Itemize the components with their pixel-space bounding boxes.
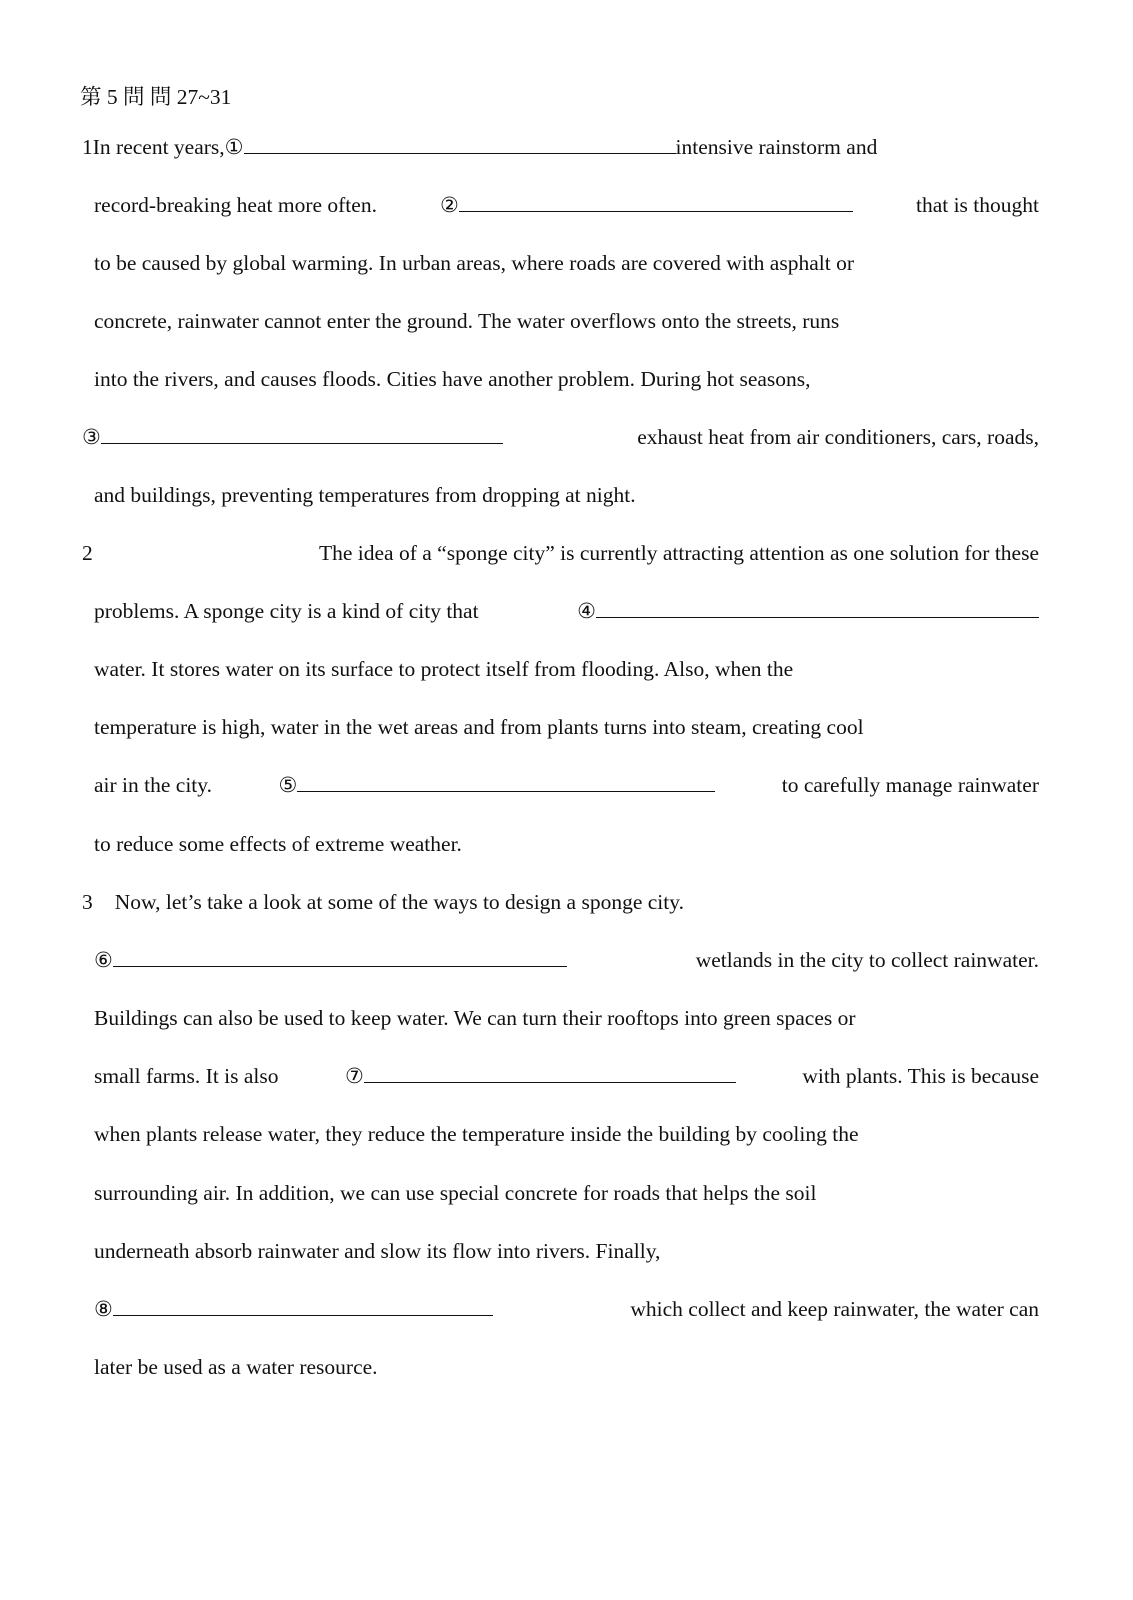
- blank-7[interactable]: [345, 1061, 736, 1091]
- text-segment: water. It stores water on its surface to protect itself from flooding. Also, when the: [94, 657, 794, 681]
- text-segment: concrete, rainwater cannot enter the ground. The water overflows onto the streets, runs: [94, 309, 840, 333]
- paragraph-1-line-7: [94, 480, 1039, 510]
- paragraph-3-line-8: [94, 1294, 1039, 1324]
- text-segment: intensive rainstorm and: [675, 135, 878, 159]
- paragraph-1-line-2: [94, 190, 1039, 220]
- text-segment: exhaust heat from air conditioners, cars, roads,: [637, 425, 1039, 449]
- paragraph-1-number: 1: [82, 135, 93, 159]
- paragraph-1-line-1: [82, 132, 1039, 162]
- text-segment: to be caused by global warming. In urban areas, where roads are covered with asphalt or: [94, 251, 854, 275]
- blank-2[interactable]: [440, 190, 853, 220]
- blank-1-line: [244, 152, 676, 154]
- paragraph-3-line-1: [82, 887, 1039, 917]
- paragraph-2-line-2: [94, 596, 1039, 626]
- text-segment: which collect and keep rainwater, the water can: [630, 1297, 1039, 1321]
- paragraph-2-number: 2: [82, 541, 93, 565]
- blank-5-line: [297, 790, 715, 792]
- paragraph-3-line-6: [94, 1178, 1039, 1208]
- text-segment: In recent years,: [92, 135, 225, 159]
- blank-6[interactable]: [94, 945, 567, 975]
- paragraph-2-line-5: [94, 770, 1039, 800]
- blank-2-marker: ②: [440, 193, 459, 217]
- text-segment: wetlands in the city to collect rainwater.: [695, 948, 1039, 972]
- text-segment: surrounding air. In addition, we can use special concrete for roads that helps the soil: [94, 1181, 817, 1205]
- blank-1[interactable]: [225, 132, 676, 162]
- blank-2-line: [459, 210, 853, 212]
- blank-5[interactable]: [278, 770, 715, 800]
- paragraph-1-line-3: [94, 248, 1039, 278]
- blank-3-marker: ③: [82, 425, 101, 449]
- paragraph-3-line-3: [94, 1003, 1039, 1033]
- blank-3[interactable]: [82, 422, 503, 452]
- blank-7-line: [364, 1081, 736, 1083]
- text-segment: problems. A sponge city is a kind of city that: [94, 599, 479, 623]
- blank-6-line: [113, 965, 567, 967]
- text-segment: to reduce some effects of extreme weather.: [94, 832, 462, 856]
- paragraph-2-line-6: [94, 829, 1039, 859]
- text-segment: that is thought: [915, 193, 1039, 217]
- blank-8-line: [113, 1314, 493, 1316]
- text-segment: air in the city.: [94, 773, 213, 797]
- blank-8-marker: ⑧: [94, 1297, 113, 1321]
- paragraph-3-line-5: [94, 1119, 1039, 1149]
- question-heading: 第 5 問 問 27~31: [80, 85, 232, 109]
- paragraph-2-line-4: [94, 712, 1039, 742]
- blank-8[interactable]: [94, 1294, 493, 1324]
- paragraph-2-line-3: [94, 654, 1039, 684]
- paragraph-3-number: 3: [82, 890, 93, 914]
- paragraph-1-line-5: [94, 364, 1039, 394]
- text-segment: small farms. It is also: [94, 1064, 279, 1088]
- text-segment: The idea of a “sponge city” is currently attracting attention as one solution for these: [318, 541, 1039, 565]
- text-segment: when plants release water, they reduce the temperature inside the building by cooling the: [94, 1122, 859, 1146]
- text-segment: Now, let’s take a look at some of the ways to design a sponge city.: [114, 890, 684, 914]
- text-segment: underneath absorb rainwater and slow its flow into rivers. Finally,: [94, 1239, 661, 1263]
- paragraph-3-line-4: [94, 1061, 1039, 1091]
- blank-7-marker: ⑦: [345, 1064, 364, 1088]
- text-segment: record-breaking heat more often.: [94, 193, 377, 217]
- text-segment: with plants. This is because: [802, 1064, 1039, 1088]
- text-segment: later be used as a water resource.: [94, 1355, 378, 1379]
- blank-1-marker: ①: [224, 135, 244, 159]
- paragraph-3-line-7: [94, 1236, 1039, 1266]
- blank-3-line: [101, 442, 503, 444]
- paragraph-3-line-9: [94, 1352, 1039, 1382]
- blank-5-marker: ⑤: [278, 773, 298, 797]
- blank-4-line: [596, 616, 1039, 618]
- text-segment: and buildings, preventing temperatures from dropping at night.: [94, 483, 636, 507]
- blank-4[interactable]: [577, 596, 1039, 626]
- paragraph-1-line-6: [82, 422, 1039, 452]
- paragraph-1-line-4: [94, 306, 1039, 336]
- text-segment: into the rivers, and causes floods. Cities have another problem. During hot seasons,: [94, 367, 811, 391]
- paragraph-3-line-2: [94, 945, 1039, 975]
- blank-6-marker: ⑥: [94, 948, 113, 972]
- blank-4-marker: ④: [577, 599, 596, 623]
- paragraph-2-line-1: [82, 538, 1039, 568]
- text-segment: temperature is high, water in the wet areas and from plants turns into steam, creating cool: [94, 715, 864, 739]
- text-segment: Buildings can also be used to keep water. We can turn their rooftops into green spaces or: [94, 1006, 856, 1030]
- text-segment: to carefully manage rainwater: [781, 773, 1039, 797]
